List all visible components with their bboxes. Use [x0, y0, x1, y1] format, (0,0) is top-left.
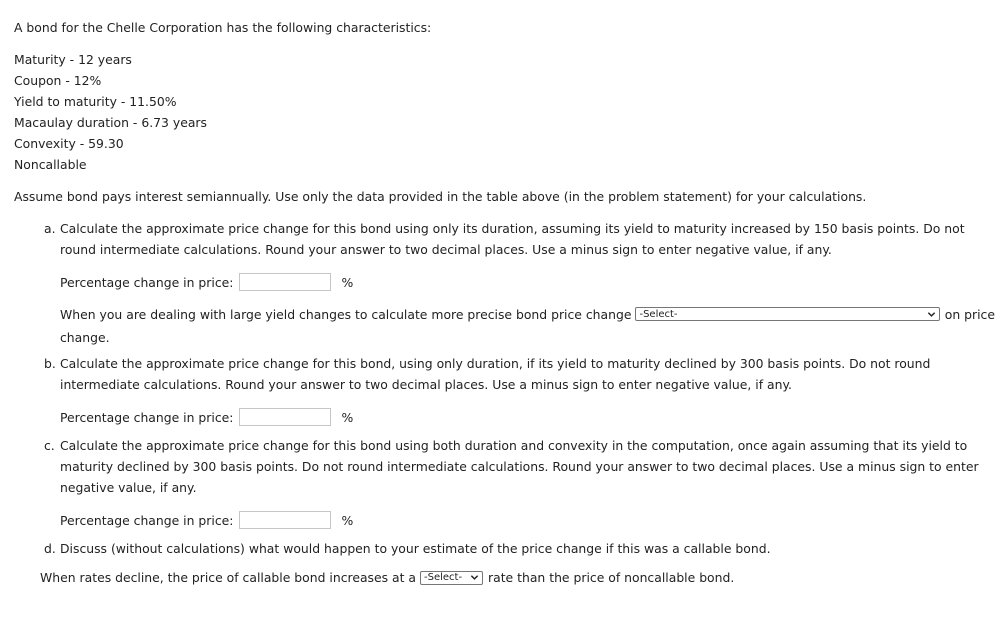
question-d [44, 538, 984, 559]
characteristic-maturity: Maturity - 12 years [14, 52, 132, 67]
answer-b-unit: % [341, 409, 354, 425]
characteristic-convexity: Convexity - 59.30 [14, 136, 124, 151]
answer-a-row [60, 272, 353, 292]
question-b-text: Calculate the approximate price change for this bond, using only duration, if its yield to maturity declined by 300 basis points. Do not round intermediate calculations. Round your answer to two decimal places. Use a minus sign to enter negative value, if any. [60, 356, 931, 392]
question-d-text: Discuss (without calculations) what would happen to your estimate of the price change if this was a callable bond. [60, 541, 771, 556]
question-a [44, 218, 984, 260]
question-c-text: Calculate the approximate price change for this bond using both duration and convexity in the computation, once again assuming that its yield to maturity declined by 300 basis points. Do not round intermediate calculations. Round your answer to two decimal places. Use a minus sign to enter negative value, if any. [60, 438, 979, 495]
answer-c-row [60, 510, 353, 530]
large-change-text-after: on price [944, 306, 995, 322]
chevron-down-icon [927, 310, 936, 319]
large-change-continuation: change. [60, 330, 110, 345]
callable-rate-dropdown[interactable] [420, 571, 483, 585]
callable-text-before: When rates decline, the price of callable bond increases at a [40, 570, 417, 585]
characteristic-yield: Yield to maturity - 11.50% [14, 94, 177, 109]
characteristic-coupon: Coupon - 12% [14, 73, 102, 88]
question-c-label: c. [44, 438, 55, 453]
callable-statement [40, 570, 734, 585]
answer-b-input[interactable] [239, 408, 331, 426]
problem-intro: A bond for the Chelle Corporation has the following characteristics: [14, 20, 432, 35]
question-b-label: b. [44, 356, 56, 371]
question-b [44, 353, 984, 395]
callable-dropdown-value: -Select- [424, 572, 463, 583]
characteristic-callability: Noncallable [14, 157, 87, 172]
large-change-text-before: When you are dealing with large yield changes to calculate more precise bond price change [60, 306, 632, 322]
answer-a-label: Percentage change in price: [60, 274, 234, 290]
question-a-label: a. [44, 221, 56, 236]
question-c [44, 435, 984, 498]
bond-characteristics-list [14, 52, 207, 178]
large-change-dropdown[interactable] [635, 307, 939, 321]
question-a-text: Calculate the approximate price change for this bond using only its duration, assuming its yield to maturity increased by 150 basis points. Do not round intermediate calculations. Round your answer to two decimal places. Use a minus sign to enter negative value, if any. [60, 221, 965, 257]
question-d-label: d. [44, 541, 56, 556]
answer-b-label: Percentage change in price: [60, 409, 234, 425]
answer-c-label: Percentage change in price: [60, 512, 234, 528]
assumption-text: Assume bond pays interest semiannually. Use only the data provided in the table above (in the problem statement) for your calculations. [14, 189, 867, 204]
large-change-dropdown-value: -Select- [639, 308, 678, 320]
large-yield-change-statement [60, 306, 995, 348]
answer-a-input[interactable] [239, 273, 331, 291]
answer-a-unit: % [341, 274, 354, 290]
answer-c-input[interactable] [239, 511, 331, 529]
answer-c-unit: % [341, 512, 354, 528]
callable-text-after: rate than the price of noncallable bond. [488, 570, 735, 585]
characteristic-duration: Macaulay duration - 6.73 years [14, 115, 207, 130]
chevron-down-icon [470, 573, 479, 582]
answer-b-row [60, 407, 353, 427]
